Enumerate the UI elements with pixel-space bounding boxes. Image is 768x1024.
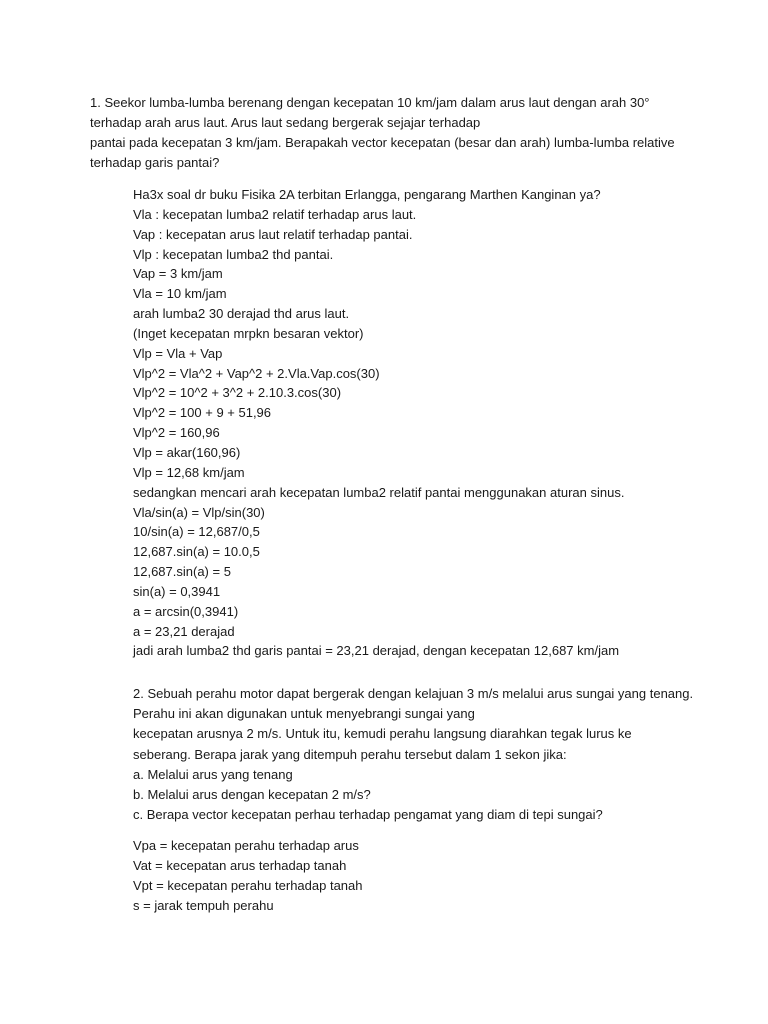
solution-1-line: Vlp : kecepatan lumba2 thd pantai. [133, 246, 334, 262]
solution-1-line: jadi arah lumba2 thd garis pantai = 23,21 derajad, dengan kecepatan 12,687 km/jam [133, 643, 620, 659]
definition-line: Vat = kecepatan arus terhadap tanah [133, 858, 347, 873]
question-1-line: terhadap arah arus laut. Arus laut sedang bergerak sejajar terhadap [90, 115, 481, 130]
question-2-line: kecepatan arusnya 2 m/s. Untuk itu, kemudi perahu langsung diarahkan tegak lurus ke [133, 726, 632, 742]
question-2-line: Perahu ini akan digunakan untuk menyebrangi sungai yang [133, 706, 475, 722]
definition-line: Vpa = kecepatan perahu terhadap arus [133, 838, 359, 853]
solution-1-line: Vla = 10 km/jam [133, 286, 227, 302]
solution-1-line: a = arcsin(0,3941) [133, 603, 239, 619]
solution-1-line: Vlp = 12,68 km/jam [133, 464, 245, 480]
question-1 [90, 93, 710, 173]
definition-line: s = jarak tempuh perahu [133, 898, 274, 913]
solution-1-line: Vlp^2 = Vla^2 + Vap^2 + 2.Vla.Vap.cos(30) [133, 365, 380, 381]
question-1-line: pantai pada kecepatan 3 km/jam. Berapakah vector kecepatan (besar dan arah) lumba-lumba relative [90, 135, 675, 150]
question-2-line: b. Melalui arus dengan kecepatan 2 m/s? [133, 786, 371, 802]
solution-1-line: Vla : kecepatan lumba2 relatif terhadap arus laut. [133, 206, 417, 222]
solution-1-line: sedangkan mencari arah kecepatan lumba2 relatif pantai menggunakan aturan sinus. [133, 484, 625, 500]
question-1-line: terhadap garis pantai? [90, 155, 220, 170]
solution-1-line: Vlp^2 = 10^2 + 3^2 + 2.10.3.cos(30) [133, 385, 342, 401]
solution-1-line: sin(a) = 0,3941 [133, 583, 221, 599]
solution-1-line: 12,687.sin(a) = 10.0,5 [133, 544, 260, 560]
question-2-line: c. Berapa vector kecepatan perhau terhadap pengamat yang diam di tepi sungai? [133, 807, 603, 823]
solution-1-line: Vap : kecepatan arus laut relatif terhadap pantai. [133, 226, 413, 242]
question-2-line: 2. Sebuah perahu motor dapat bergerak dengan kelajuan 3 m/s melalui arus sungai yang tenang. [133, 686, 694, 701]
question-1-line: 1. Seekor lumba-lumba berenang dengan kecepatan 10 km/jam dalam arus laut dengan arah 30° [90, 95, 650, 110]
solution-1-line: Vlp^2 = 160,96 [133, 425, 220, 441]
solution-1-line: Vlp = Vla + Vap [133, 345, 223, 361]
question-2-line: seberang. Berapa jarak yang ditempuh perahu tersebut dalam 1 sekon jika: [133, 746, 567, 762]
solution-1-line: Vla/sin(a) = Vlp/sin(30) [133, 504, 265, 520]
solution-1-line: Vap = 3 km/jam [133, 266, 223, 282]
solution-1-line: Vlp^2 = 100 + 9 + 51,96 [133, 405, 272, 421]
solution-1-line: 10/sin(a) = 12,687/0,5 [133, 524, 260, 540]
solution-1-line: (Inget kecepatan mrpkn besaran vektor) [133, 325, 364, 341]
solution-1-line: Vlp = akar(160,96) [133, 444, 241, 460]
solution-1 [133, 185, 733, 661]
solution-1-line: 12,687.sin(a) = 5 [133, 564, 231, 580]
question-2 [133, 684, 733, 825]
solution-1-line: a = 23,21 derajad [133, 623, 235, 639]
definition-line: Vpt = kecepatan perahu terhadap tanah [133, 878, 363, 893]
solution-1-line: arah lumba2 30 derajad thd arus laut. [133, 306, 350, 322]
solution-1-line: Ha3x soal dr buku Fisika 2A terbitan Erlangga, pengarang Marthen Kanginan ya? [133, 187, 601, 202]
definitions-2 [133, 836, 733, 916]
question-2-line: a. Melalui arus yang tenang [133, 766, 293, 782]
